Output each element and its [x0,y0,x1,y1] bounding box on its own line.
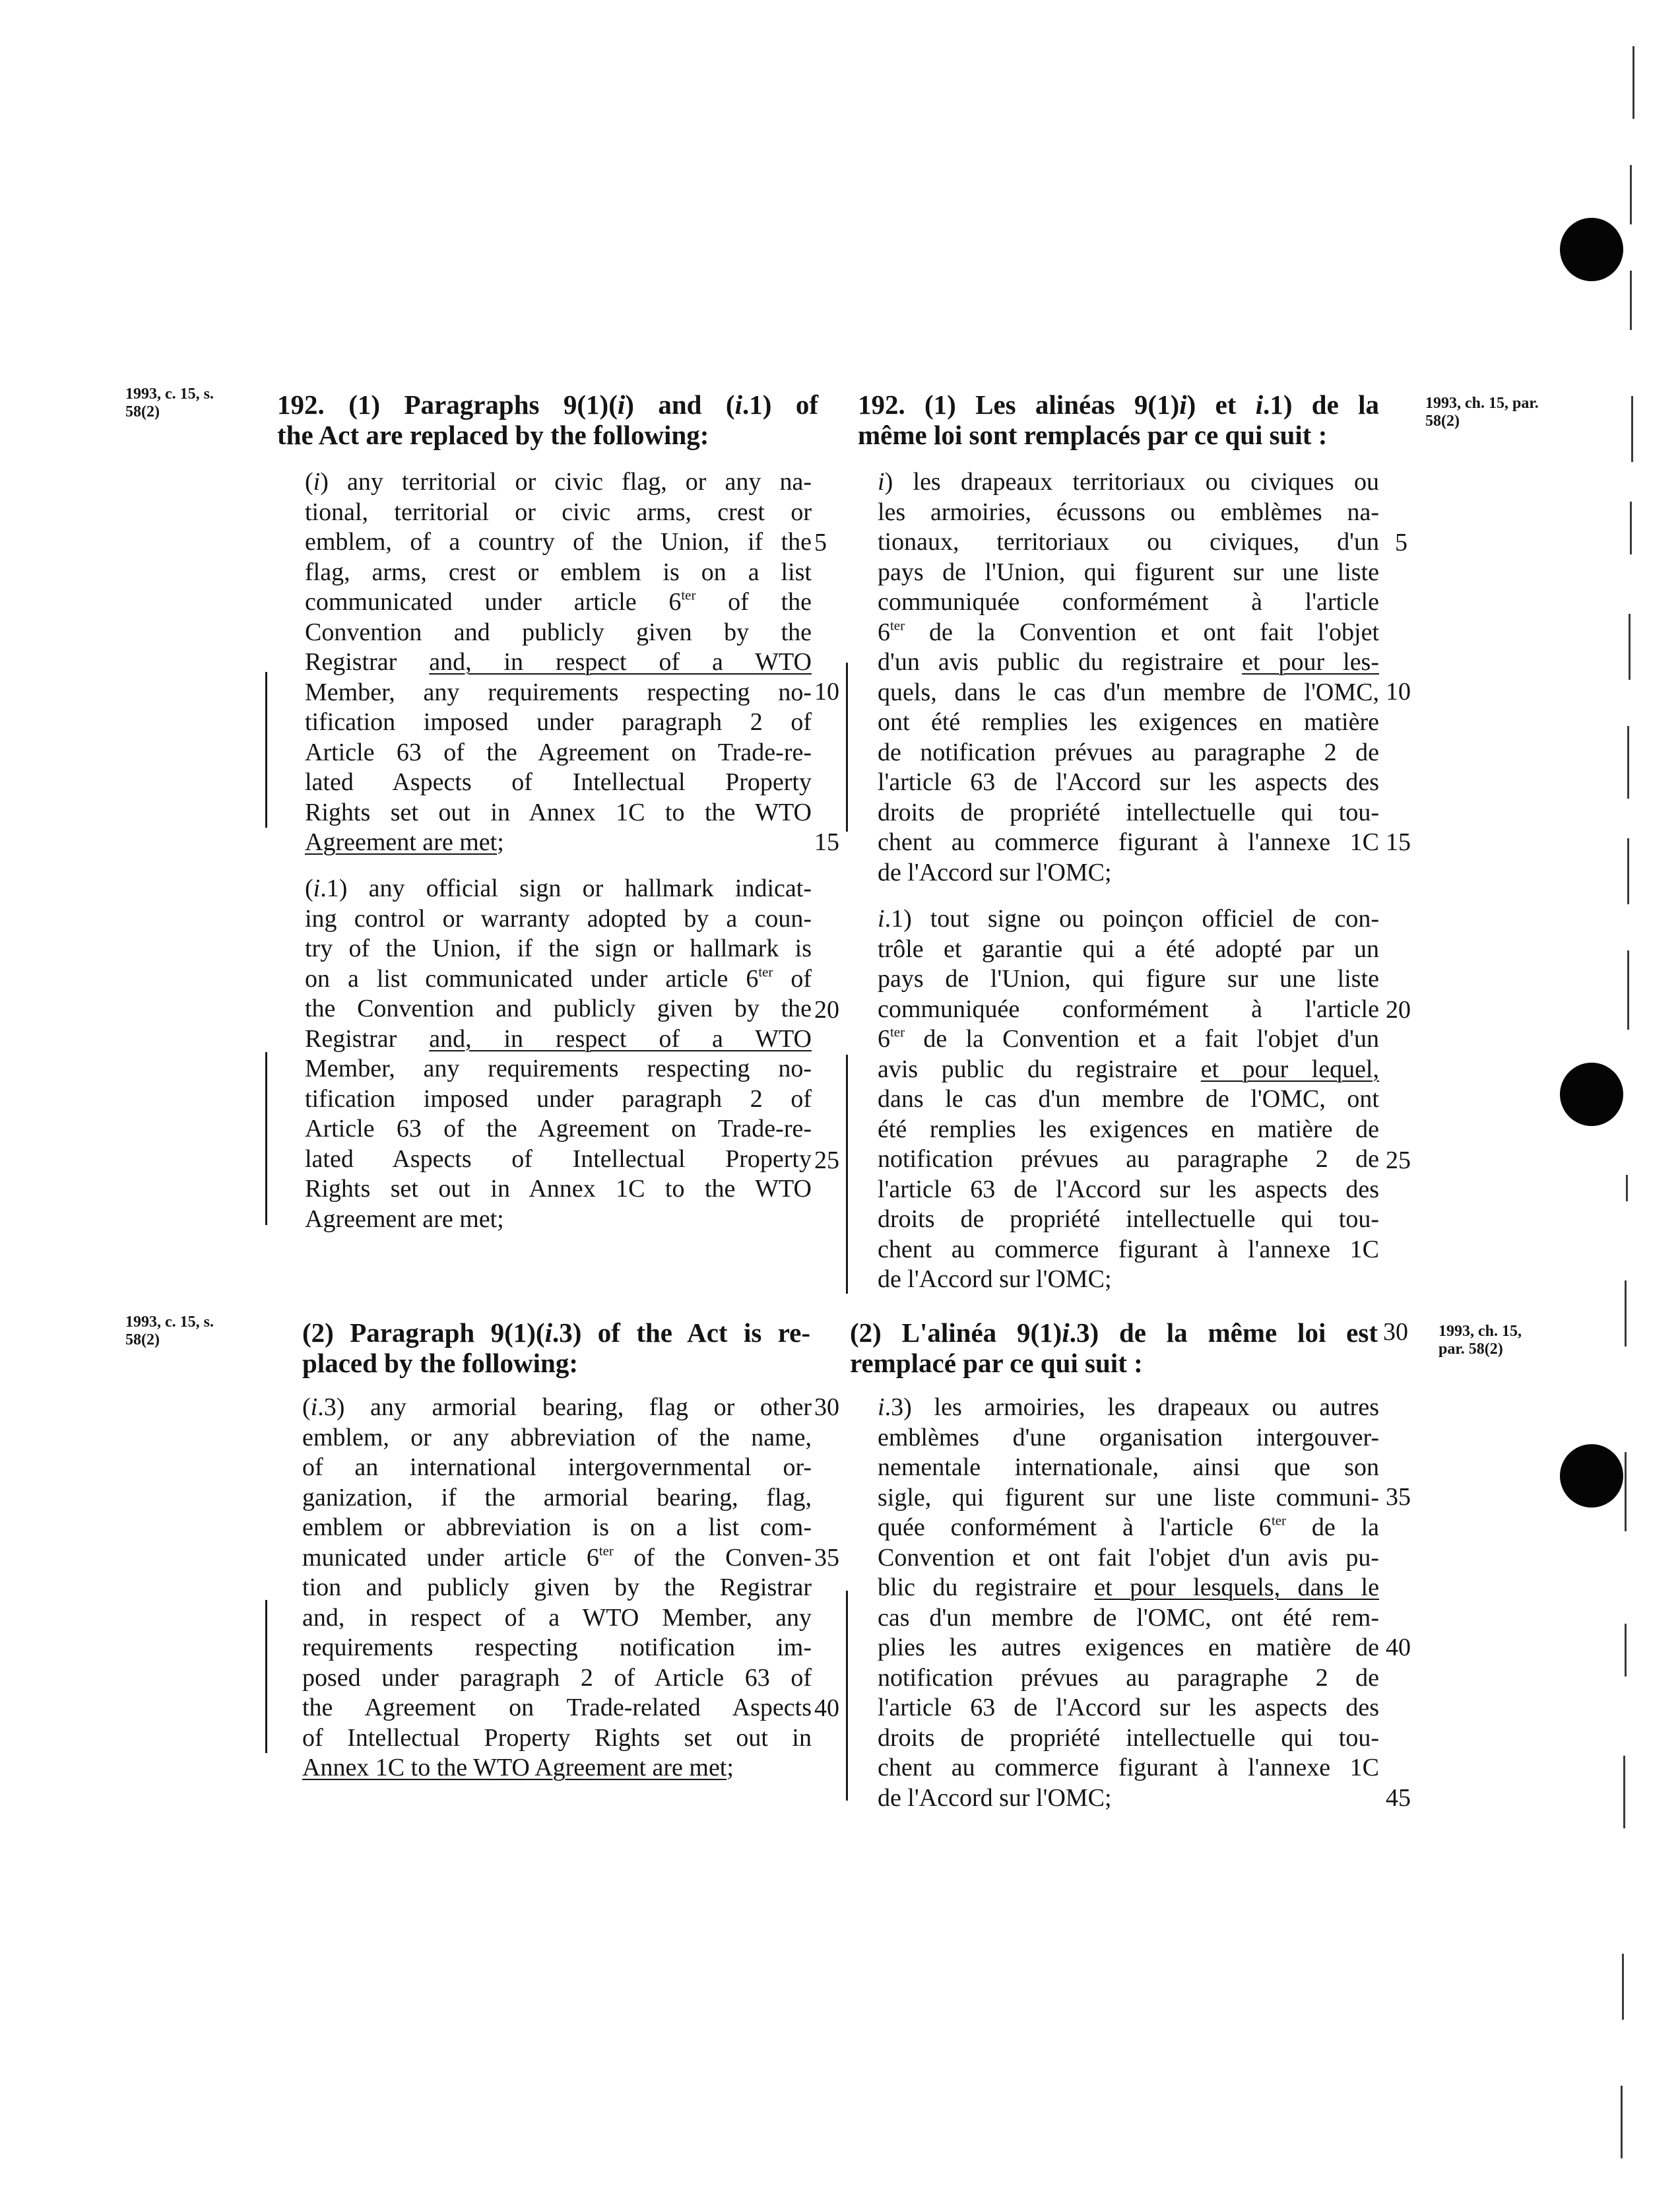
line-number-en: 20 [814,996,839,1024]
scan-edge-mark [1625,1624,1627,1676]
line-number-fr: 10 [1386,678,1411,706]
scan-edge-mark [1622,1954,1624,2020]
scan-edge-mark [1631,396,1633,462]
scan-edge-mark [1630,502,1632,554]
change-bar-left [265,1052,267,1225]
change-bar-right [846,663,848,832]
line-number-en: 30 [814,1393,839,1421]
line-number-fr: 45 [1386,1784,1411,1812]
margin-note-left-2: 1993, c. 15, s. 58(2) [125,1313,214,1348]
margin-note-right-2: 1993, ch. 15, par. 58(2) [1438,1323,1522,1358]
line-number-en: 10 [814,678,839,706]
section-1-header-fr: 192. (1) Les alinéas 9(1)i) et i.1) de la même loi sont remplacés par ce qui suit : [858,389,1379,450]
line-number-en: 5 [814,529,827,556]
line-number-fr: 20 [1386,996,1411,1024]
fr-paragraph-i3: i.3) les armoiries, les drapeaux ou autres emblèmes d'une organisation intergouver- nementale internationale, ainsi que son sigle, qui figurent sur une liste communi- quée conformément à l'article $6^{ter}$ de la Convention et ont fait l'objet d'un avis pu- blic du registraire et pour lesquels, dans le cas d'un membre de l'OMC, ont été rem- plies les autres exigences en matière de notification prévues au paragraphe 2 de l'article 63 de l'Accord sur les aspects des droits de propriété intellectuelle qui tou- chent au commerce figurant à l'annexe 1C de l'Accord sur l'OMC; [878,1393,1379,1812]
change-bar-right [846,1055,848,1294]
line-number-en: 15 [814,828,839,856]
line-number-fr: 35 [1386,1483,1411,1511]
line-number-fr: 15 [1386,828,1411,856]
fr-paragraph-i1: i.1) tout signe ou poinçon officiel de con- trôle et garantie qui a été adopté par un pays de l'Union, qui figure sur une liste communiquée conformément à l'article $6^{ter}$ de la Convention et a fait l'objet d'un avis public du registraire et pour lequel, dans le cas d'un membre de l'OMC, ont été remplies les exigences en matière de notification prévues au paragraphe 2 de l'article 63 de l'Accord sur les aspects des droits de propriété intellectuelle qui tou- chent au commerce figurant à l'annexe 1C de l'Accord sur l'OMC; [878,905,1379,1293]
punch-hole-middle [1560,1063,1623,1126]
scan-edge-mark [1625,1452,1627,1531]
line-number-en: 40 [814,1694,839,1722]
line-number-fr: 40 [1386,1634,1411,1661]
line-number-fr: 5 [1395,529,1407,556]
scan-edge-mark [1627,838,1629,904]
fr-paragraph-i: i) les drapeaux territoriaux ou civiques ou les armoiries, écussons ou emblèmes na- tionaux, territoriaux ou civiques, d'un pays de l'Union, qui figurent sur une liste communiquée conformément à l'article $6^{ter}$ de la Convention et ont fait l'objet d'un avis public du registraire et pour les- quels, dans le cas d'un membre de l'OMC, ont été remplies les exigences en matière de notification prévues au paragraphe 2 de l'article 63 de l'Accord sur les aspects des droits de propriété intellectuelle qui tou- chent au commerce figurant à l'annexe 1C de l'Accord sur l'OMC; [878,468,1380,886]
margin-note-right-1: 1993, ch. 15, par. 58(2) [1425,395,1539,430]
change-bar-right [846,1591,848,1801]
scan-edge-mark [1632,46,1634,119]
line-number-en: 25 [814,1146,839,1174]
line-number-en: 35 [814,1544,839,1572]
margin-note-left-1: 1993, c. 15, s. 58(2) [125,385,214,420]
scan-edge-mark [1621,2086,1623,2158]
punch-hole-top [1560,218,1623,281]
section-2-header-en: (2) Paragraph 9(1)(i.3) of the Act is re- placed by the following: [302,1317,811,1378]
section-2-header-fr: (2) L'alinéa 9(1)i.3) de la même loi est remplacé par ce qui suit : [850,1317,1378,1378]
scan-edge-mark [1629,614,1631,680]
change-bar-left [265,1600,267,1753]
scan-edge-mark [1625,1280,1627,1346]
section-1-header-en: 192. (1) Paragraphs 9(1)(i) and (i.1) of the Act are replaced by the following: [277,389,818,450]
scan-edge-mark [1627,950,1629,1030]
scan-edge-mark [1630,165,1632,224]
scan-edge-mark [1630,271,1632,330]
scan-edge-mark [1623,1756,1625,1828]
scan-edge-mark [1626,1175,1628,1201]
punch-hole-bottom [1560,1444,1623,1508]
en-paragraph-i3: (i.3) any armorial bearing, flag or other emblem, or any abbreviation of the name, of an international intergovernmental or- ganization, if the armorial bearing, flag, emblem or abbreviation is on a list com- municated under article $6^{ter}$ of the Conven- tion and publicly given by the Registrar and, in respect of a WTO Member, any requirements respecting notification im- posed under paragraph 2 of Article 63 of the Agreement on Trade-related Aspects of Intellectual Property Rights set out in Annex 1C to the WTO Agreement are met; [302,1393,812,1781]
change-bar-left [265,672,267,828]
en-paragraph-i1: (i.1) any official sign or hallmark indicat- ing control or warranty adopted by a coun- try of the Union, if the sign or hallmark is on a list communicated under article $6^{ter}$ of the Convention and publicly given by the Registrar and, in respect of a WTO Member, any requirements respecting no- tification imposed under paragraph 2 of Article 63 of the Agreement on Trade-re- lated Aspects of Intellectual Property Rights set out in Annex 1C to the WTO Agreement are met; [305,875,812,1233]
scan-edge-mark [1627,726,1629,799]
en-paragraph-i: (i) any territorial or civic flag, or any na- tional, territorial or civic arms, crest or emblem, of a country of the Union, if the flag, arms, crest or emblem is on a list communicated under article $6^{ter}$ of the Convention and publicly given by the Registrar and, in respect of a WTO Member, any requirements respecting no- tification imposed under paragraph 2 of Article 63 of the Agreement on Trade-re- lated Aspects of Intellectual Property Rights set out in Annex 1C to the WTO Agreement are met; [305,468,812,856]
line-number-fr: 25 [1386,1146,1411,1174]
line-number-fr: 30 [1383,1318,1408,1346]
